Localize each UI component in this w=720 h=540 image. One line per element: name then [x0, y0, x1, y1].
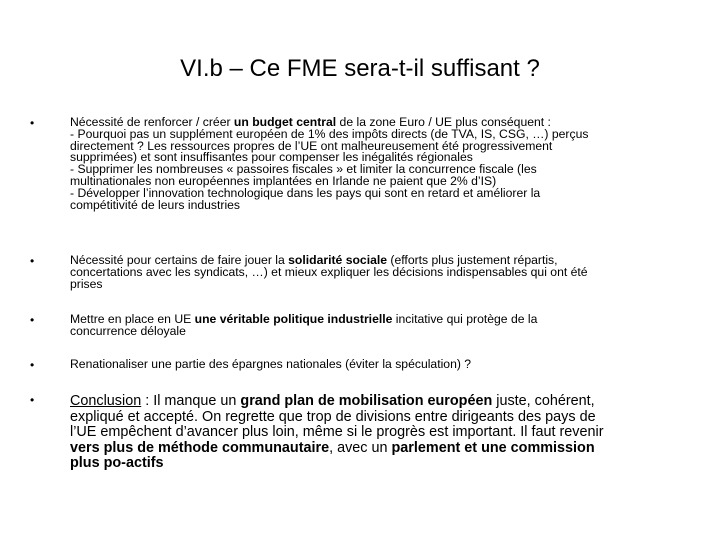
text-line	[70, 441, 670, 457]
bullet-text	[70, 117, 670, 211]
text-line: Renationaliser une partie des épargnes nationales (éviter la spéculation) ?	[70, 357, 472, 371]
text-line	[70, 456, 670, 472]
text-line: concertations avec les syndicats, …) et mieux expliquer les décisions indispensables qui ont été	[70, 264, 588, 279]
text-run: Nécessité de renforcer / créer	[70, 115, 234, 129]
text-line: - Pourquoi pas un supplément européen de 1% des impôts directs (de TVA, IS, CSG, …) perçus	[70, 126, 589, 141]
text-run: (efforts plus justement répartis,	[387, 253, 558, 267]
bold-text: grand plan de mobilisation européen	[240, 393, 493, 409]
text-run: juste, cohérent,	[492, 393, 595, 409]
bold-text: vers plus de méthode communautaire	[70, 439, 330, 456]
text-line: - Supprimer les nombreuses « passoires fiscales » et limiter la concurrence fiscale (les	[70, 162, 537, 177]
bullet-dot: •	[30, 313, 35, 327]
bullet-text	[70, 314, 670, 338]
text-line: prises	[70, 276, 103, 291]
text-line: directement ? Les ressources propres de l’UE ont malheureusement été progressivement	[70, 138, 553, 153]
text-run: : Il manque un	[141, 393, 241, 409]
text-line: supprimées) et sont insuffisantes pour compenser les inégalités régionales	[70, 150, 473, 165]
bullet-dot: •	[30, 116, 35, 130]
text-line	[70, 394, 670, 410]
text-run: , avec un	[329, 439, 392, 456]
bullet-text	[70, 359, 670, 371]
bold-text: plus po-actifs	[70, 455, 164, 472]
text-run: Mettre en place en UE	[70, 312, 195, 326]
text-run: de la zone Euro / UE plus conséquent :	[336, 115, 551, 129]
bold-text: parlement et une commission	[391, 439, 595, 456]
bold-text: un budget central	[233, 115, 337, 129]
bold-text: une véritable politique industrielle	[194, 312, 393, 326]
underlined-text: Conclusion	[70, 393, 142, 409]
bold-text: solidarité sociale	[288, 253, 388, 267]
bullet-text	[70, 394, 670, 472]
bullet-dot: •	[30, 358, 35, 372]
text-line: l’UE empêchent d’avancer plus loin, même si le progrès est important. Il faut revenir	[70, 424, 604, 441]
bullet-dot: •	[30, 393, 35, 407]
text-run: Nécessité pour certains de faire jouer la	[70, 253, 289, 267]
text-line: compétitivité de leurs industries	[70, 197, 241, 212]
text-line: expliqué et accepté. On regrette que trop de divisions entre dirigeants des pays de	[70, 408, 596, 425]
text-line: multinationales non européennes implantées en Irlande ne paient que 2% d’IS)	[70, 173, 497, 188]
text-run: incitative qui protège de la	[392, 312, 538, 326]
text-line: - Développer l’innovation technologique dans les pays qui sont en retard et améliorer la	[70, 185, 541, 200]
bullet-dot: •	[30, 254, 35, 268]
bullet-text	[70, 255, 670, 290]
slide-title: VI.b – Ce FME sera-t-il suffisant ?	[180, 55, 540, 82]
text-line: concurrence déloyale	[70, 323, 186, 338]
